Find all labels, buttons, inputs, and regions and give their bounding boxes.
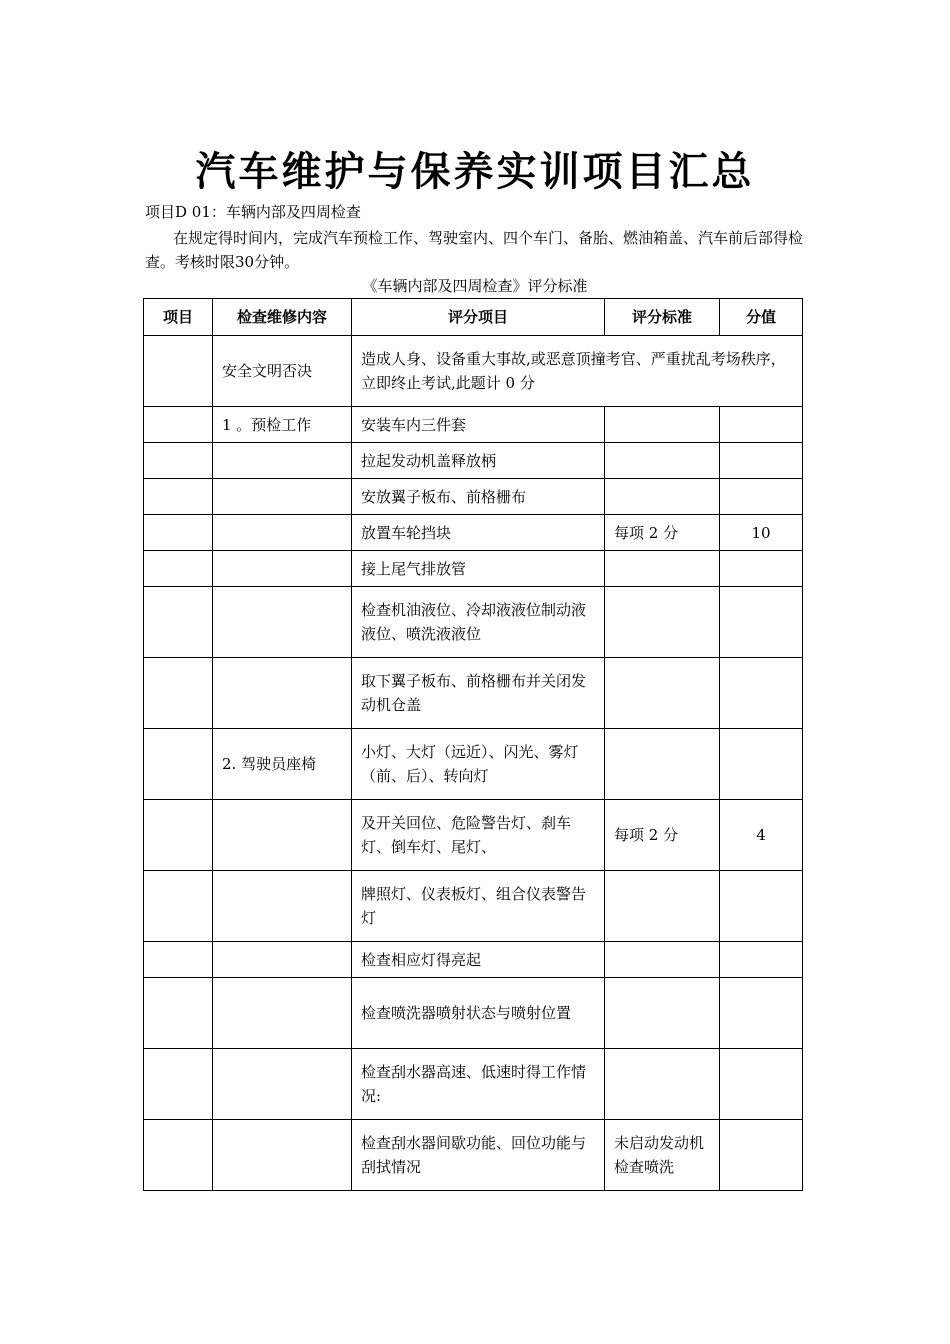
cell-item: 拉起发动机盖释放柄	[352, 443, 605, 479]
cell-project	[144, 551, 213, 587]
cell-project	[144, 800, 213, 871]
table-row	[144, 515, 803, 551]
cell-item: 安放翼子板布、前格栅布	[352, 479, 605, 515]
cell-project	[144, 1049, 213, 1120]
cell-project	[144, 479, 213, 515]
cell-standard	[605, 407, 720, 443]
table-row	[144, 942, 803, 978]
header-standard: 评分标准	[605, 299, 720, 336]
cell-score	[720, 1049, 803, 1120]
table-row	[144, 658, 803, 729]
cell-score	[720, 443, 803, 479]
cell-project	[144, 515, 213, 551]
cell-standard: 未启动发动机检查喷洗	[605, 1120, 720, 1191]
cell-content	[213, 1120, 352, 1191]
cell-item: 及开关回位、危险警告灯、刹车灯、倒车灯、尾灯、	[352, 800, 605, 871]
cell-content	[213, 551, 352, 587]
header-item: 评分项目	[352, 299, 605, 336]
cell-content	[213, 871, 352, 942]
cell-content	[213, 978, 352, 1049]
scoring-table	[143, 298, 803, 1191]
header-content: 检查维修内容	[213, 299, 352, 336]
cell-standard	[605, 479, 720, 515]
table-row	[144, 1120, 803, 1191]
cell-content	[213, 443, 352, 479]
document-title: 汽车维护与保养实训项目汇总	[195, 148, 755, 195]
cell-content	[213, 587, 352, 658]
cell-content	[213, 658, 352, 729]
table-row	[144, 978, 803, 1049]
cell-standard	[605, 1049, 720, 1120]
cell-item: 检查相应灯得亮起	[352, 942, 605, 978]
cell-item: 小灯、大灯（远近）、闪光、雾灯（前、后）、转向灯	[352, 729, 605, 800]
intro-paragraph: 在规定得时间内，完成汽车预检工作、驾驶室内、四个车门、备胎、燃油箱盖、汽车前后部得检查。考核时限30分钟。	[145, 229, 804, 271]
cell-standard: 每项 2 分	[605, 515, 720, 551]
table-row	[144, 871, 803, 942]
cell-item: 牌照灯、仪表板灯、组合仪表警告灯	[352, 871, 605, 942]
cell-content: 安全文明否决	[213, 336, 352, 407]
cell-content	[213, 515, 352, 551]
cell-item: 放置车轮挡块	[352, 515, 605, 551]
table-row-safety	[144, 336, 803, 407]
table-caption: 《车辆内部及四周检查》评分标准	[362, 277, 588, 295]
cell-content	[213, 1049, 352, 1120]
cell-standard: 每项 2 分	[605, 800, 720, 871]
cell-content	[213, 800, 352, 871]
cell-project	[144, 942, 213, 978]
cell-score	[720, 871, 803, 942]
table-row	[144, 1049, 803, 1120]
cell-standard	[605, 551, 720, 587]
cell-item: 检查刮水器高速、低速时得工作情况:	[352, 1049, 605, 1120]
cell-item: 接上尾气排放管	[352, 551, 605, 587]
cell-score	[720, 587, 803, 658]
cell-score: 4	[720, 800, 803, 871]
header-score: 分值	[720, 299, 803, 336]
cell-project	[144, 336, 213, 407]
cell-content	[213, 942, 352, 978]
cell-score	[720, 479, 803, 515]
cell-item: 取下翼子板布、前格栅布并关闭发动机仓盖	[352, 658, 605, 729]
cell-item: 安装车内三件套	[352, 407, 605, 443]
cell-standard	[605, 978, 720, 1049]
cell-project	[144, 587, 213, 658]
cell-score	[720, 729, 803, 800]
cell-project	[144, 978, 213, 1049]
cell-score	[720, 978, 803, 1049]
cell-standard	[605, 942, 720, 978]
cell-score	[720, 551, 803, 587]
cell-project	[144, 871, 213, 942]
table-row	[144, 800, 803, 871]
cell-score	[720, 407, 803, 443]
cell-safety-text: 造成人身、设备重大事故,或恶意顶撞考官、严重扰乱考场秩序，立即终止考试,此题计 0 分	[352, 336, 803, 407]
cell-project	[144, 729, 213, 800]
table-row	[144, 479, 803, 515]
cell-score: 10	[720, 515, 803, 551]
table-header-row	[144, 299, 803, 336]
cell-score	[720, 942, 803, 978]
cell-standard	[605, 443, 720, 479]
cell-item: 检查机油液位、冷却液液位制动液液位、喷洗液液位	[352, 587, 605, 658]
cell-content: 2. 驾驶员座椅	[213, 729, 352, 800]
cell-content	[213, 479, 352, 515]
table-row	[144, 551, 803, 587]
table-row	[144, 407, 803, 443]
cell-standard	[605, 871, 720, 942]
cell-score	[720, 658, 803, 729]
cell-standard	[605, 658, 720, 729]
cell-project	[144, 443, 213, 479]
table-row	[144, 729, 803, 800]
cell-item: 检查喷洗器喷射状态与喷射位置	[352, 978, 605, 1049]
cell-project	[144, 658, 213, 729]
cell-item: 检查刮水器间歇功能、回位功能与刮拭情况	[352, 1120, 605, 1191]
cell-standard	[605, 587, 720, 658]
cell-score	[720, 1120, 803, 1191]
project-subtitle: 项目D 01：车辆内部及四周检查	[145, 203, 361, 221]
header-project: 项目	[144, 299, 213, 336]
cell-standard	[605, 729, 720, 800]
cell-project	[144, 1120, 213, 1191]
cell-project	[144, 407, 213, 443]
table-row	[144, 443, 803, 479]
table-row	[144, 587, 803, 658]
cell-content: 1 。预检工作	[213, 407, 352, 443]
